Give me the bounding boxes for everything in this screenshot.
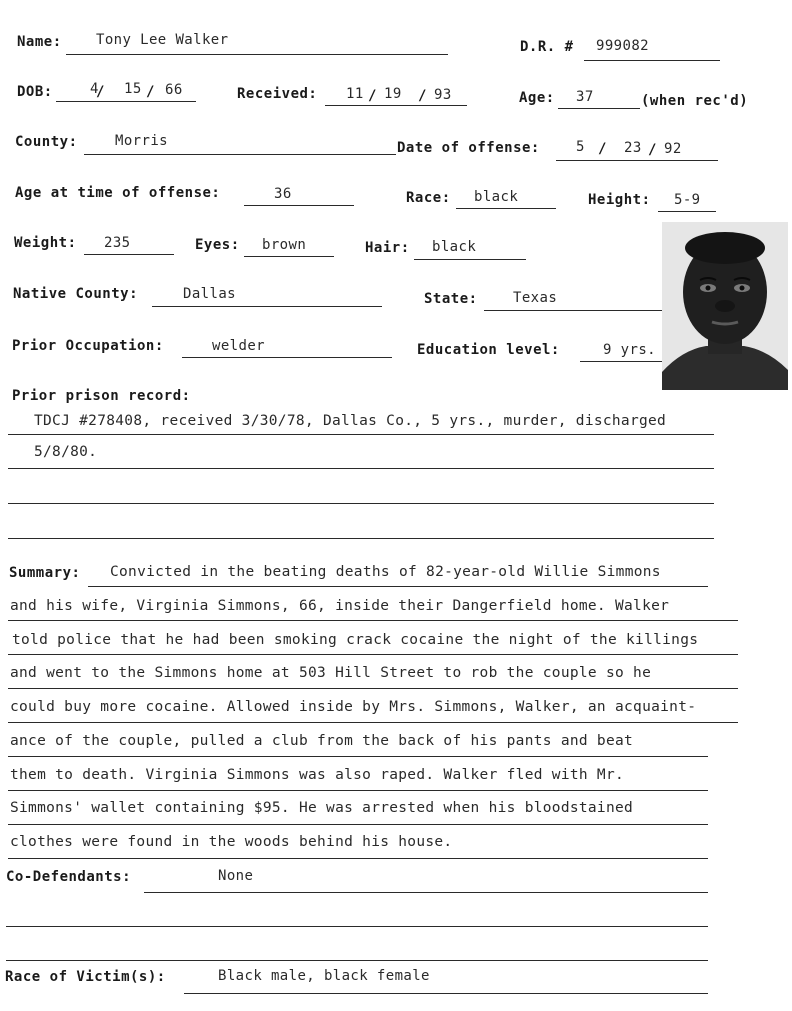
offense-year: 92 — [664, 141, 682, 157]
received-sep-2: / — [418, 88, 427, 104]
prior-record-label: Prior prison record: — [12, 388, 191, 404]
hair-label: Hair: — [365, 240, 410, 256]
hair-line — [414, 259, 526, 260]
prior-record-rule-3 — [8, 503, 714, 504]
prior-record-rule-2 — [8, 468, 714, 469]
native-county-line — [152, 306, 382, 307]
summary-rule-5 — [8, 722, 738, 723]
state-line — [484, 310, 662, 311]
dob-year: 66 — [165, 82, 183, 98]
county-label: County: — [15, 134, 78, 150]
summary-rule-2 — [8, 620, 738, 621]
age-offense-value: 36 — [274, 186, 292, 202]
dob-label: DOB: — [17, 84, 53, 100]
received-label: Received: — [237, 86, 318, 102]
prior-record-line-2: 5/8/80. — [34, 444, 98, 460]
received-day: 19 — [384, 86, 402, 102]
race-victims-value: Black male, black female — [218, 968, 430, 984]
name-label: Name: — [17, 34, 62, 50]
received-sep-1: / — [368, 88, 377, 104]
dob-line — [56, 101, 196, 102]
name-line — [66, 54, 448, 55]
offense-sep-1: / — [598, 141, 607, 157]
state-label: State: — [424, 291, 478, 307]
summary-rule-1 — [88, 586, 708, 587]
offense-day: 23 — [624, 140, 642, 156]
codefendants-line — [144, 892, 708, 893]
height-value: 5-9 — [674, 192, 701, 208]
height-label: Height: — [588, 192, 651, 208]
state-value: Texas — [513, 290, 558, 306]
education-label: Education level: — [417, 342, 560, 358]
race-line — [456, 208, 556, 209]
prior-occupation-line — [182, 357, 392, 358]
eyes-line — [244, 256, 334, 257]
county-value: Morris — [115, 133, 168, 149]
summary-rule-6 — [8, 756, 708, 757]
name-value: Tony Lee Walker — [96, 32, 229, 48]
dob-sep-1: / — [96, 84, 105, 100]
prior-record-rule-1 — [8, 434, 714, 435]
hair-value: black — [432, 239, 477, 255]
summary-line-1: Convicted in the beating deaths of 82-year-old Willie Simmons — [110, 564, 661, 580]
summary-rule-7 — [8, 790, 708, 791]
summary-label: Summary: — [9, 565, 81, 581]
summary-line-8: Simmons' wallet containing $95. He was arrested when his bloodstained — [10, 800, 634, 816]
received-line — [325, 105, 467, 106]
summary-line-6: ance of the couple, pulled a club from the back of his pants and beat — [10, 733, 634, 749]
summary-line-5: could buy more cocaine. Allowed inside by Mrs. Simmons, Walker, an acquaint- — [10, 699, 697, 715]
codefendants-rule-3 — [6, 960, 708, 961]
dob-day: 15 — [124, 81, 142, 97]
summary-rule-4 — [8, 688, 738, 689]
county-line — [84, 154, 396, 155]
eyes-value: brown — [262, 237, 307, 253]
summary-line-4: and went to the Simmons home at 503 Hill Street to rob the couple so he — [10, 665, 652, 681]
dob-month: 4 — [90, 81, 99, 97]
dr-label: D.R. # — [520, 39, 574, 55]
summary-line-3: told police that he had been smoking crack cocaine the night of the killings — [12, 632, 699, 648]
race-value: black — [474, 189, 519, 205]
prior-record-line-1: TDCJ #278408, received 3/30/78, Dallas Co., 5 yrs., murder, discharged — [34, 413, 667, 429]
prior-occupation-value: welder — [212, 338, 265, 354]
dob-sep-2: / — [146, 84, 155, 100]
received-year: 93 — [434, 87, 452, 103]
age-line — [558, 108, 640, 109]
weight-value: 235 — [104, 235, 131, 251]
inmate-photo — [662, 222, 788, 390]
eyes-label: Eyes: — [195, 237, 240, 253]
native-county-label: Native County: — [13, 286, 139, 302]
race-victims-line — [184, 993, 708, 994]
summary-rule-3 — [8, 654, 738, 655]
codefendants-value: None — [218, 868, 254, 884]
education-line — [580, 361, 662, 362]
codefendants-rule-2 — [6, 926, 708, 927]
race-label: Race: — [406, 190, 451, 206]
summary-line-2: and his wife, Virginia Simmons, 66, inside their Dangerfield home. Walker — [10, 598, 670, 614]
age-offense-label: Age at time of offense: — [15, 185, 221, 201]
age-value: 37 — [576, 89, 594, 105]
when-recd-label: (when rec'd) — [641, 93, 749, 109]
received-month: 11 — [346, 86, 364, 102]
weight-line — [84, 254, 174, 255]
codefendants-label: Co-Defendants: — [6, 869, 132, 885]
summary-line-9: clothes were found in the woods behind his house. — [10, 834, 453, 850]
age-offense-line — [244, 205, 354, 206]
summary-rule-8 — [8, 824, 708, 825]
offense-month: 5 — [576, 139, 585, 155]
dr-value: 999082 — [596, 38, 649, 54]
education-value: 9 yrs. — [603, 342, 656, 358]
age-label: Age: — [519, 90, 555, 106]
weight-label: Weight: — [14, 235, 77, 251]
prior-record-rule-4 — [8, 538, 714, 539]
date-offense-line — [556, 160, 718, 161]
offense-sep-2: / — [648, 142, 657, 158]
native-county-value: Dallas — [183, 286, 236, 302]
date-offense-label: Date of offense: — [397, 140, 540, 156]
dr-line — [584, 60, 720, 61]
summary-line-7: them to death. Virginia Simmons was also raped. Walker fled with Mr. — [10, 767, 625, 783]
race-victims-label: Race of Victim(s): — [5, 969, 166, 985]
height-line — [658, 211, 716, 212]
prior-occupation-label: Prior Occupation: — [12, 338, 164, 354]
summary-rule-9 — [8, 858, 708, 859]
